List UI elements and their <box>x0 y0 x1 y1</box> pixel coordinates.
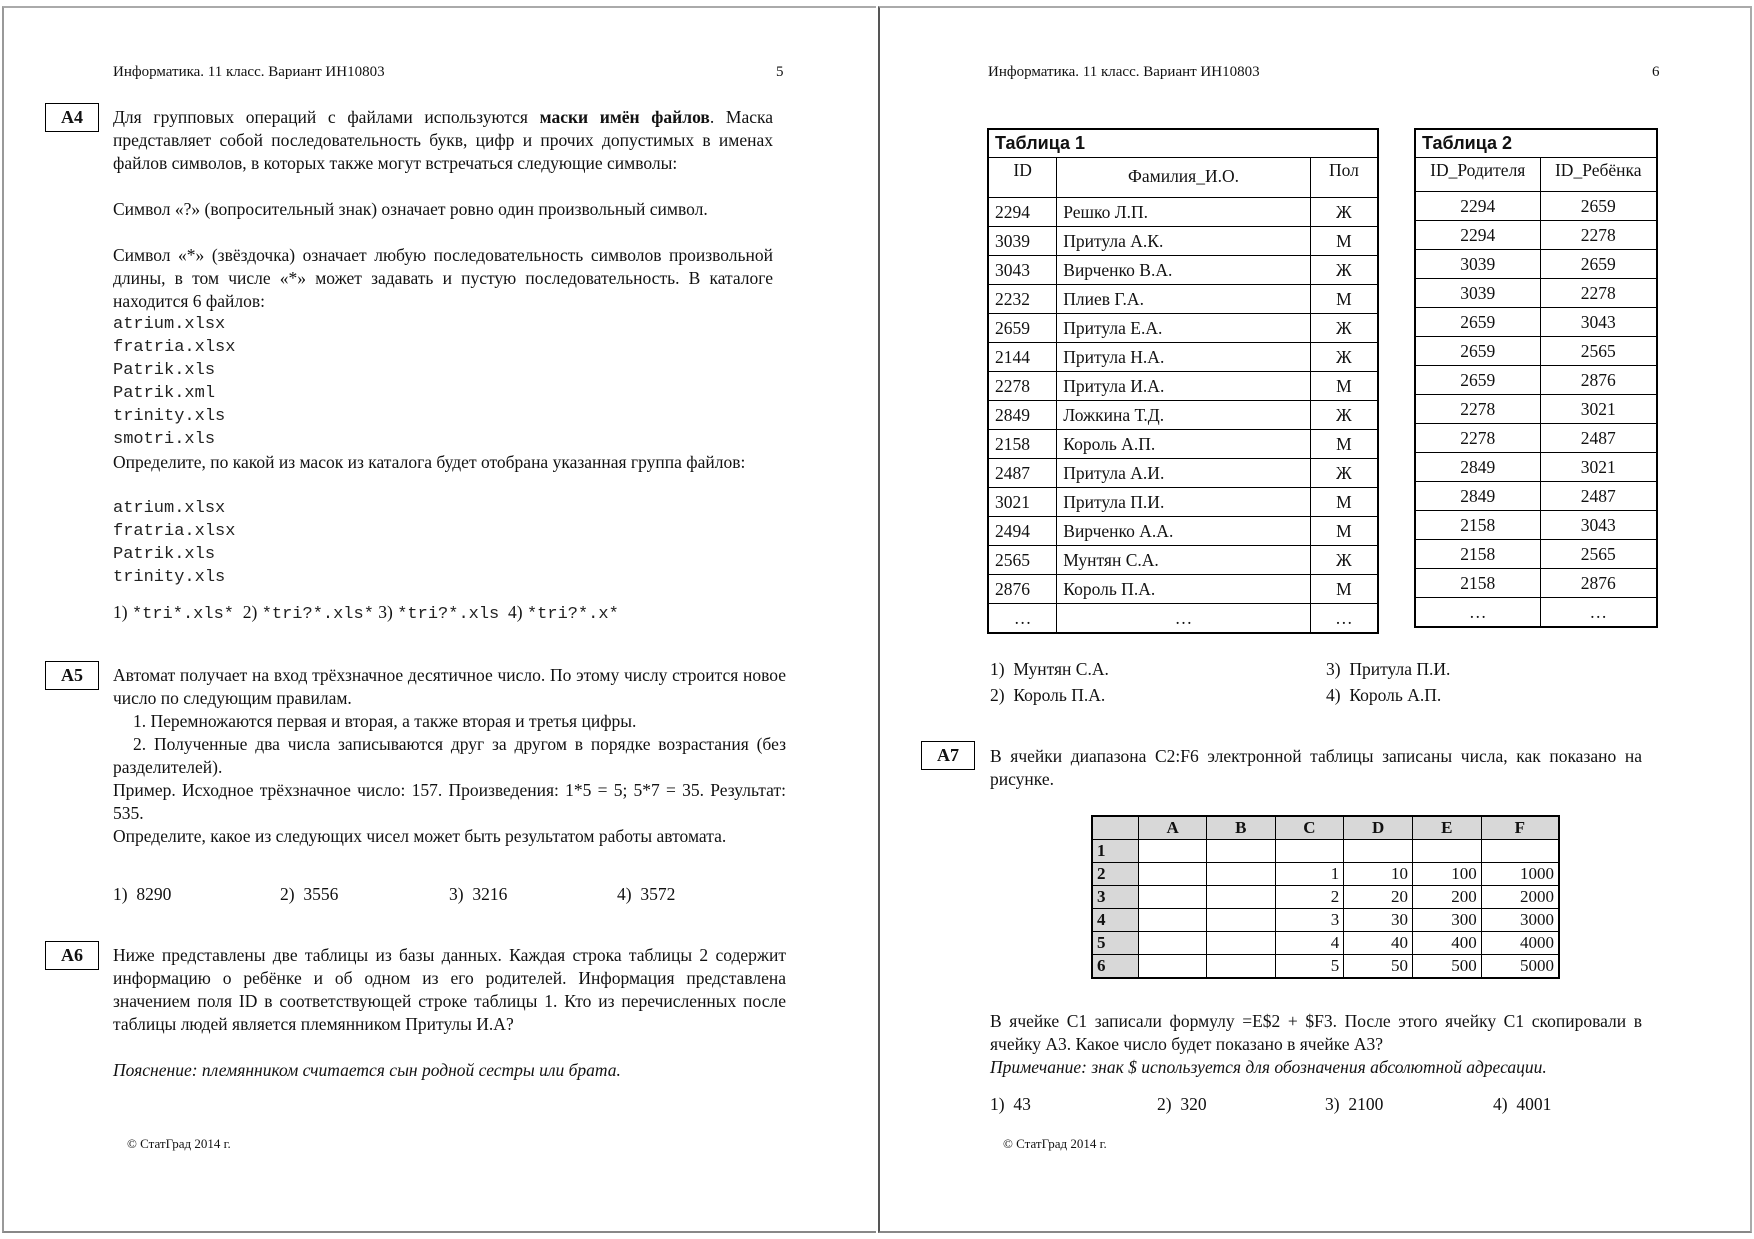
cell-name: Притула А.К. <box>1057 227 1311 256</box>
a4-intro-bold: маски имён файлов <box>539 107 710 127</box>
spreadsheet-cell[interactable]: 40 <box>1344 932 1413 955</box>
a6-option-3[interactable] <box>1326 659 1450 680</box>
table-2-row <box>1415 308 1657 337</box>
cell-id: 2659 <box>988 314 1057 343</box>
spreadsheet-cell[interactable]: 1000 <box>1481 863 1559 886</box>
cell-gender: Ж <box>1310 198 1378 227</box>
cell-child-id: 2278 <box>1540 221 1657 250</box>
cell-parent-id: 2659 <box>1415 366 1540 395</box>
column-header-parent-id: ID_Родителя <box>1415 158 1540 192</box>
cell-parent-id: 2278 <box>1415 395 1540 424</box>
cell-gender: М <box>1310 285 1378 314</box>
a5-option-4[interactable] <box>617 884 675 905</box>
row-header: 6 <box>1092 955 1139 979</box>
spreadsheet-cell[interactable]: 4000 <box>1481 932 1559 955</box>
row-header: 2 <box>1092 863 1139 886</box>
page-number-right: 6 <box>1652 64 1660 80</box>
column-header: E <box>1412 816 1481 840</box>
column-header: B <box>1206 816 1275 840</box>
a4-options <box>113 602 619 626</box>
column-header <box>1092 816 1139 840</box>
a5-intro: Автомат получает на вход трёхзначное десятичное число. По этому числу строится новое число по следующим правилам. <box>113 665 786 708</box>
cell-id: 2849 <box>988 401 1057 430</box>
spreadsheet-cell[interactable]: 10 <box>1344 863 1413 886</box>
cell-gender: М <box>1310 227 1378 256</box>
cell-gender: М <box>1310 372 1378 401</box>
table-1-row <box>988 198 1378 227</box>
row-header: 1 <box>1092 840 1139 863</box>
option-value: 43 <box>1013 1094 1031 1114</box>
cell-id: 2278 <box>988 372 1057 401</box>
a4-question-mark-rule: Символ «?» (вопросительный знак) означает ровно один произвольный символ. <box>113 199 708 219</box>
a6-option-4[interactable] <box>1326 685 1441 706</box>
page-number-left: 5 <box>776 64 784 80</box>
a5-option-2[interactable] <box>280 884 338 905</box>
table-1-row <box>988 430 1378 459</box>
option-value: 320 <box>1180 1094 1207 1114</box>
column-header: F <box>1481 816 1559 840</box>
a7-option-3[interactable] <box>1325 1094 1383 1115</box>
cell-child-id: 2876 <box>1540 366 1657 395</box>
table-2-title: Таблица 2 <box>1415 129 1657 158</box>
a7-option-2[interactable] <box>1157 1094 1207 1115</box>
selected-file-item: atrium.xlsx <box>113 499 226 518</box>
spreadsheet-cell[interactable] <box>1206 909 1275 932</box>
option-number: 2) <box>1157 1094 1172 1114</box>
option-number: 3) <box>1325 1094 1340 1114</box>
option-value: 3572 <box>640 884 676 904</box>
selected-file-item: trinity.xls <box>113 568 226 587</box>
option-number: 4) <box>1493 1094 1508 1114</box>
cell-parent-id: 2278 <box>1415 424 1540 453</box>
table-2-row <box>1415 511 1657 540</box>
selected-file-item: Patrik.xls <box>113 545 216 564</box>
table-2-row <box>1415 453 1657 482</box>
cell-parent-id: 2659 <box>1415 337 1540 366</box>
cell-child-id: 2487 <box>1540 424 1657 453</box>
spreadsheet-cell[interactable]: 5000 <box>1481 955 1559 979</box>
table-1-title: Таблица 1 <box>988 129 1378 158</box>
spreadsheet-cell[interactable] <box>1139 955 1207 979</box>
spreadsheet <box>1091 815 1560 979</box>
table-2-row <box>1415 366 1657 395</box>
option-value: 4001 <box>1516 1094 1552 1114</box>
a7-option-4[interactable] <box>1493 1094 1551 1115</box>
a5-option-1[interactable] <box>113 884 171 905</box>
spreadsheet-cell[interactable] <box>1344 840 1413 863</box>
option-number: 2) <box>242 602 258 622</box>
option-value: Притула П.И. <box>1349 659 1451 679</box>
question-label-a6: A6 <box>45 941 99 970</box>
file-item: atrium.xlsx <box>113 315 226 334</box>
spreadsheet-cell[interactable]: 100 <box>1412 863 1481 886</box>
cell-name: Король А.П. <box>1057 430 1311 459</box>
option-number: 3) <box>378 602 393 622</box>
table-1-body <box>988 198 1378 634</box>
table-2-row <box>1415 569 1657 598</box>
cell-gender: Ж <box>1310 343 1378 372</box>
cell-child-id: 2659 <box>1540 192 1657 221</box>
table-1-row <box>988 343 1378 372</box>
spreadsheet-row <box>1092 840 1559 863</box>
row-header: 4 <box>1092 909 1139 932</box>
spreadsheet-cell[interactable]: 1 <box>1275 863 1344 886</box>
spreadsheet-cell[interactable] <box>1206 840 1275 863</box>
spreadsheet-cell[interactable] <box>1206 886 1275 909</box>
a5-option-3[interactable] <box>449 884 507 905</box>
cell-id: … <box>988 604 1057 634</box>
a4-option-2[interactable]: *tri?*.xls* <box>261 605 374 624</box>
cell-child-id: 2565 <box>1540 540 1657 569</box>
a5-example: Пример. Исходное трёхзначное число: 157. Произведения: 1*5 = 5; 5*7 = 35. Результат: 535. <box>113 780 786 823</box>
spreadsheet-cell[interactable]: 3 <box>1275 909 1344 932</box>
option-number: 1) <box>113 602 128 622</box>
cell-name: Плиев Г.А. <box>1057 285 1311 314</box>
a6-option-1[interactable] <box>990 659 1109 680</box>
cell-name: Мунтян С.А. <box>1057 546 1311 575</box>
row-header: 3 <box>1092 886 1139 909</box>
cell-parent-id: 2158 <box>1415 511 1540 540</box>
cell-gender: Ж <box>1310 314 1378 343</box>
cell-name: Притула Е.А. <box>1057 314 1311 343</box>
spreadsheet-cell[interactable]: 5 <box>1275 955 1344 979</box>
spreadsheet-cell[interactable] <box>1139 932 1207 955</box>
table-1-row <box>988 372 1378 401</box>
table-2-row <box>1415 540 1657 569</box>
question-label-a4: A4 <box>45 103 99 132</box>
a7-option-1[interactable] <box>990 1094 1031 1115</box>
cell-parent-id: 2659 <box>1415 308 1540 337</box>
page-header-right: Информатика. 11 класс. Вариант ИН10803 <box>988 64 1260 80</box>
table-1-row <box>988 256 1378 285</box>
cell-child-id: … <box>1540 598 1657 628</box>
cell-child-id: 2565 <box>1540 337 1657 366</box>
cell-name: Вирченко В.А. <box>1057 256 1311 285</box>
table-2-row <box>1415 250 1657 279</box>
spreadsheet-cell[interactable]: 500 <box>1412 955 1481 979</box>
option-number: 3) <box>449 884 464 904</box>
page-header-left: Информатика. 11 класс. Вариант ИН10803 <box>113 64 385 80</box>
table-1-row <box>988 575 1378 604</box>
a4-option-3[interactable]: *tri?*.xls <box>397 605 500 624</box>
selected-file-item: fratria.xlsx <box>113 522 236 541</box>
spreadsheet-cell[interactable]: 4 <box>1275 932 1344 955</box>
file-item: trinity.xls <box>113 407 226 426</box>
file-item: fratria.xlsx <box>113 338 236 357</box>
table-1-row <box>988 285 1378 314</box>
spreadsheet-row <box>1092 886 1559 909</box>
spreadsheet-cell[interactable]: 300 <box>1412 909 1481 932</box>
spreadsheet-cell[interactable] <box>1139 886 1207 909</box>
a4-intro <box>113 106 773 175</box>
cell-gender: … <box>1310 604 1378 634</box>
cell-parent-id: 2158 <box>1415 569 1540 598</box>
spreadsheet-cell[interactable] <box>1139 909 1207 932</box>
cell-child-id: 3043 <box>1540 308 1657 337</box>
cell-gender: Ж <box>1310 256 1378 285</box>
cell-id: 2565 <box>988 546 1057 575</box>
cell-gender: Ж <box>1310 546 1378 575</box>
option-number: 1) <box>113 884 128 904</box>
option-number: 1) <box>990 659 1005 679</box>
table-1-row <box>988 401 1378 430</box>
option-value: Мунтян С.А. <box>1013 659 1109 679</box>
a4-asterisk-rule: Символ «*» (звёздочка) означает любую последовательность символов произвольной длины, в том числе «*» может задавать и пустую последовательность. В каталоге находится 6 файлов: <box>113 245 773 311</box>
spreadsheet-cell[interactable]: 30 <box>1344 909 1413 932</box>
table-1-row <box>988 314 1378 343</box>
option-value: 3216 <box>472 884 508 904</box>
question-label-a5: A5 <box>45 661 99 690</box>
option-number: 4) <box>617 884 632 904</box>
cell-parent-id: 2849 <box>1415 453 1540 482</box>
spreadsheet-row <box>1092 863 1559 886</box>
table-2-row <box>1415 221 1657 250</box>
cell-child-id: 2876 <box>1540 569 1657 598</box>
spreadsheet-cell[interactable]: 200 <box>1412 886 1481 909</box>
file-item: Patrik.xls <box>113 361 216 380</box>
table-1-row <box>988 227 1378 256</box>
file-item: Patrik.xml <box>113 384 216 403</box>
cell-child-id: 2278 <box>1540 279 1657 308</box>
cell-child-id: 2487 <box>1540 482 1657 511</box>
cell-id: 3039 <box>988 227 1057 256</box>
cell-parent-id: 2294 <box>1415 221 1540 250</box>
table-1-row <box>988 488 1378 517</box>
spreadsheet-row <box>1092 932 1559 955</box>
spreadsheet-row <box>1092 955 1559 979</box>
option-number: 4) <box>508 602 523 622</box>
cell-parent-id: 2158 <box>1415 540 1540 569</box>
question-label-a7: A7 <box>921 741 975 770</box>
cell-name: Притула А.И. <box>1057 459 1311 488</box>
cell-name: … <box>1057 604 1311 634</box>
spreadsheet-header-row <box>1092 816 1559 840</box>
cell-id: 2294 <box>988 198 1057 227</box>
spreadsheet-cell[interactable]: 20 <box>1344 886 1413 909</box>
a5-question: Определите, какое из следующих чисел может быть результатом работы автомата. <box>113 826 727 846</box>
option-value: 2100 <box>1348 1094 1384 1114</box>
spreadsheet-cell[interactable] <box>1481 840 1559 863</box>
spreadsheet-row <box>1092 909 1559 932</box>
a4-file-list <box>113 313 235 451</box>
cell-parent-id: 2294 <box>1415 192 1540 221</box>
spreadsheet-cell[interactable]: 400 <box>1412 932 1481 955</box>
option-number: 1) <box>990 1094 1005 1114</box>
spreadsheet-cell[interactable]: 2000 <box>1481 886 1559 909</box>
cell-gender: Ж <box>1310 401 1378 430</box>
footer-right: © СтатГрад 2014 г. <box>1003 1136 1107 1151</box>
a6-intro: Ниже представлены две таблицы из базы данных. Каждая строка таблицы 2 содержит информацию о ребёнке и об одном из его родителей. Информация представлена значением поля ID в соответствующей строке таблицы 1. Кто из перечисленных после таблицы людей является племянником Притулы И.А? <box>113 945 786 1034</box>
spreadsheet-cell[interactable] <box>1412 840 1481 863</box>
cell-name: Притула И.А. <box>1057 372 1311 401</box>
a4-option-1[interactable]: *tri*.xls* <box>131 605 234 624</box>
a7-formula-question: В ячейке C1 записали формулу =E$2 + $F3. После этого ячейку C1 скопировали в ячейку A3. Какое число будет показано в ячейке A3? <box>990 1011 1642 1054</box>
spreadsheet-cell[interactable] <box>1139 863 1207 886</box>
a4-selected-files <box>113 497 235 589</box>
row-header: 5 <box>1092 932 1139 955</box>
column-header-id: ID <box>988 158 1057 198</box>
spreadsheet-cell[interactable] <box>1206 955 1275 979</box>
table-1-row <box>988 546 1378 575</box>
option-number: 2) <box>990 685 1005 705</box>
cell-name: Притула П.И. <box>1057 488 1311 517</box>
table-2-row <box>1415 482 1657 511</box>
table-2-row <box>1415 279 1657 308</box>
option-number: 4) <box>1326 685 1341 705</box>
option-number: 3) <box>1326 659 1341 679</box>
cell-gender: М <box>1310 517 1378 546</box>
cell-name: Король П.А. <box>1057 575 1311 604</box>
table-2-row <box>1415 192 1657 221</box>
table-2-row <box>1415 395 1657 424</box>
a6-option-2[interactable] <box>990 685 1105 706</box>
cell-id: 2232 <box>988 285 1057 314</box>
file-item: smotri.xls <box>113 430 216 449</box>
cell-child-id: 3043 <box>1540 511 1657 540</box>
spreadsheet-cell[interactable] <box>1206 863 1275 886</box>
spreadsheet-cell[interactable]: 3000 <box>1481 909 1559 932</box>
cell-gender: М <box>1310 488 1378 517</box>
cell-id: 2487 <box>988 459 1057 488</box>
spreadsheet-cell[interactable] <box>1206 932 1275 955</box>
table-2-body <box>1415 192 1657 628</box>
cell-parent-id: … <box>1415 598 1540 628</box>
cell-id: 2144 <box>988 343 1057 372</box>
spreadsheet-cell[interactable] <box>1275 840 1344 863</box>
cell-child-id: 3021 <box>1540 395 1657 424</box>
table-2-row <box>1415 424 1657 453</box>
a6-note: Пояснение: племянником считается сын родной сестры или брата. <box>113 1060 621 1080</box>
table-1-row <box>988 604 1378 634</box>
column-header: D <box>1344 816 1413 840</box>
cell-name: Притула Н.А. <box>1057 343 1311 372</box>
option-number: 2) <box>280 884 295 904</box>
cell-name: Вирченко А.А. <box>1057 517 1311 546</box>
table-2 <box>1414 128 1658 628</box>
a4-question: Определите, по какой из масок из каталога будет отобрана указанная группа файлов: <box>113 452 746 472</box>
table-2-row <box>1415 337 1657 366</box>
column-header: C <box>1275 816 1344 840</box>
option-value: 8290 <box>136 884 172 904</box>
cell-id: 3043 <box>988 256 1057 285</box>
table-1-row <box>988 459 1378 488</box>
cell-id: 2158 <box>988 430 1057 459</box>
a7-note: Примечание: знак $ используется для обозначения абсолютной адресации. <box>990 1057 1547 1077</box>
cell-gender: М <box>1310 430 1378 459</box>
option-value: 3556 <box>303 884 339 904</box>
cell-parent-id: 3039 <box>1415 279 1540 308</box>
a7-intro: В ячейки диапазона C2:F6 электронной таблицы записаны числа, как показано на рисунке. <box>990 746 1642 789</box>
cell-name: Решко Л.П. <box>1057 198 1311 227</box>
column-header-gender: Пол <box>1310 158 1378 198</box>
column-header-child-id: ID_Ребёнка <box>1540 158 1657 192</box>
cell-id: 2876 <box>988 575 1057 604</box>
cell-child-id: 2659 <box>1540 250 1657 279</box>
spreadsheet-cell[interactable] <box>1139 840 1207 863</box>
a5-rule-1: 1. Перемножаются первая и вторая, а также вторая и третья цифры. <box>133 711 637 731</box>
cell-gender: М <box>1310 575 1378 604</box>
cell-name: Ложкина Т.Д. <box>1057 401 1311 430</box>
spreadsheet-cell[interactable]: 50 <box>1344 955 1413 979</box>
table-1 <box>987 128 1379 634</box>
a4-option-4[interactable]: *tri?*.x* <box>526 605 619 624</box>
a5-rule-2: 2. Полученные два числа записываются друг за другом в порядке возрастания (без разделителей). <box>113 734 786 777</box>
table-1-row <box>988 517 1378 546</box>
option-value: Король П.А. <box>1013 685 1106 705</box>
cell-parent-id: 2849 <box>1415 482 1540 511</box>
cell-parent-id: 3039 <box>1415 250 1540 279</box>
footer-left: © СтатГрад 2014 г. <box>127 1136 231 1151</box>
table-2-row <box>1415 598 1657 628</box>
a4-intro-rest: . Маска представляет собой последовательность букв, цифр и прочих допустимых в именах файлов символов, в которых также могут встречаться следующие символы: <box>113 107 773 173</box>
cell-child-id: 3021 <box>1540 453 1657 482</box>
column-header: A <box>1139 816 1207 840</box>
cell-gender: Ж <box>1310 459 1378 488</box>
cell-id: 3021 <box>988 488 1057 517</box>
cell-id: 2494 <box>988 517 1057 546</box>
a4-intro-text: Для групповых операций с файлами используются <box>113 107 540 127</box>
spreadsheet-cell[interactable]: 2 <box>1275 886 1344 909</box>
option-value: Король А.П. <box>1349 685 1442 705</box>
column-header-name: Фамилия_И.О. <box>1057 158 1311 198</box>
